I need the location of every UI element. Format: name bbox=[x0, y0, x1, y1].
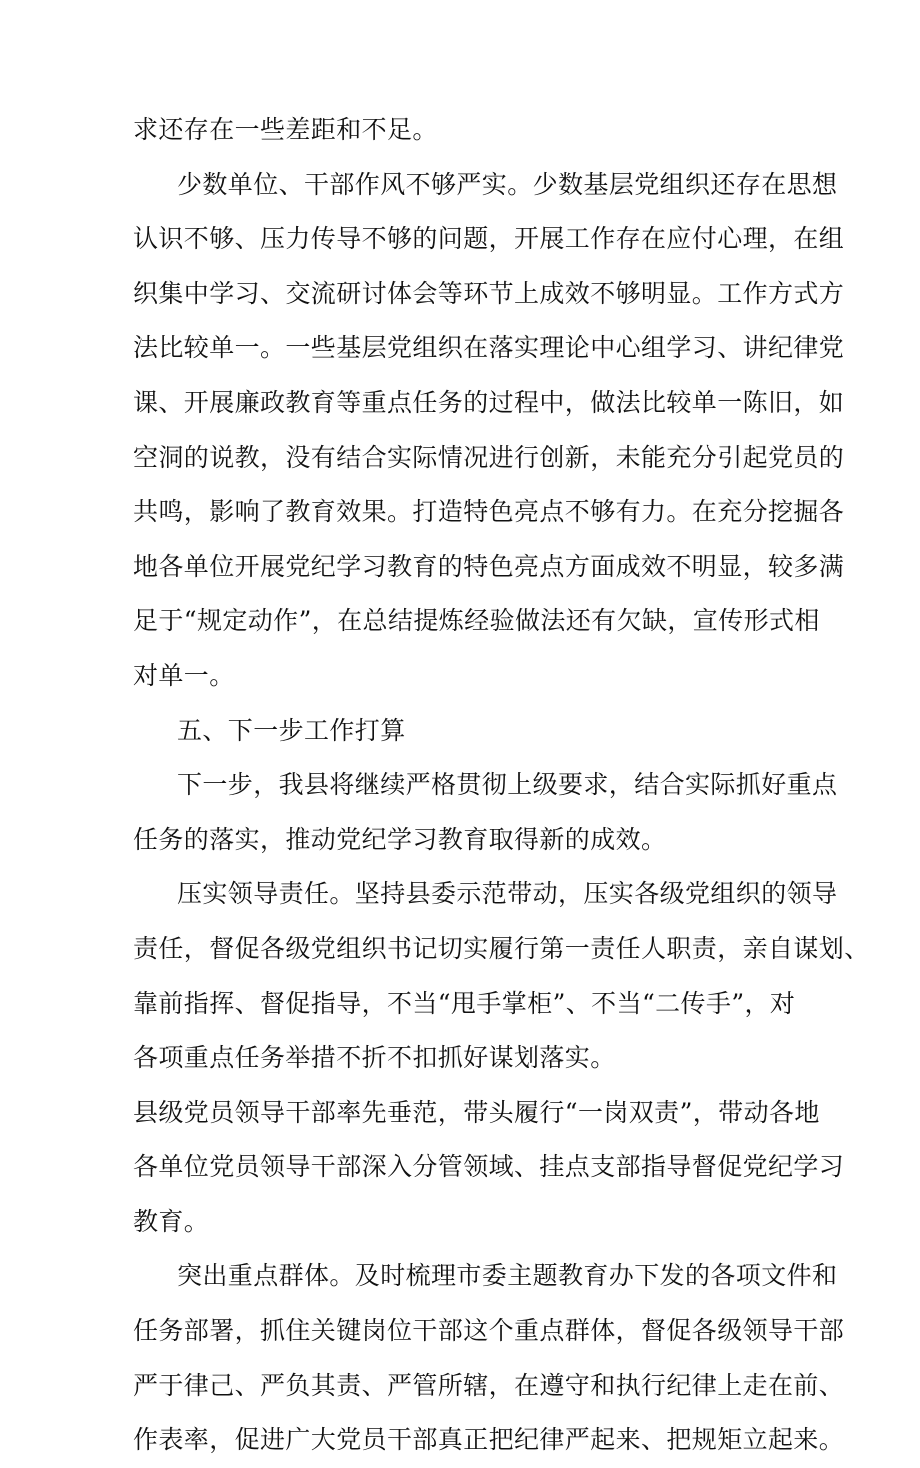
text-line: 下一步，我县将继续严格贯彻上级要求，结合实际抓好重点 bbox=[177, 770, 838, 800]
text-line: 共鸣，影响了教育效果。打造特色亮点不够有力。在充分挖掘各 bbox=[133, 497, 845, 527]
text-line: 少数单位、干部作风不够严实。少数基层党组织还存在思想 bbox=[177, 169, 838, 199]
text-line: 责任，督促各级党组织书记切实履行第一责任人职责，亲自谋划、 bbox=[133, 933, 870, 963]
text-line: 作表率，促进广大党员干部真正把纪律严起来、把规矩立起来。 bbox=[133, 1425, 845, 1455]
text-line: 对单一。 bbox=[133, 660, 235, 690]
section-heading: 五、下一步工作打算 bbox=[177, 715, 406, 745]
text-line: 求还存在一些差距和不足。 bbox=[133, 115, 438, 144]
text-line: 突出重点群体。及时梳理市委主题教育办下发的各项文件和 bbox=[177, 1261, 838, 1291]
text-line: 压实领导责任。坚持县委示范带动，压实各级党组织的领导 bbox=[177, 879, 838, 909]
text-line: 课、开展廉政教育等重点任务的过程中，做法比较单一陈旧，如 bbox=[133, 387, 845, 417]
text-line: 各项重点任务举措不折不扣抓好谋划落实。 bbox=[133, 1043, 616, 1073]
text-line: 法比较单一。一些基层党组织在落实理论中心组学习、讲纪律党 bbox=[133, 333, 845, 363]
text-line: 任务的落实，推动党纪学习教育取得新的成效。 bbox=[133, 824, 667, 854]
text-line: 严于律己、严负其责、严管所辖，在遵守和执行纪律上走在前、 bbox=[133, 1370, 845, 1400]
text-line: 各单位党员领导干部深入分管领域、挂点支部指导督促党纪学习 bbox=[133, 1152, 845, 1182]
text-line: 织集中学习、交流研讨体会等环节上成效不够明显。工作方式方 bbox=[133, 278, 845, 308]
text-line: 教育。 bbox=[133, 1206, 210, 1236]
text-line: 足于“规定动作”，在总结提炼经验做法还有欠缺，宣传形式相 bbox=[133, 606, 820, 636]
text-line: 任务部署，抓住关键岗位干部这个重点群体，督促各级领导干部 bbox=[133, 1316, 845, 1346]
text-line: 县级党员领导干部率先垂范，带头履行“一岗双责”，带动各地 bbox=[133, 1097, 820, 1127]
document-body bbox=[133, 103, 870, 1468]
text-line: 地各单位开展党纪学习教育的特色亮点方面成效不明显，较多满 bbox=[133, 551, 845, 581]
text-line: 靠前指挥、督促指导，不当“甩手掌柜”、不当“二传手”，对 bbox=[133, 988, 796, 1018]
text-line: 空洞的说教，没有结合实际情况进行创新，未能充分引起党员的 bbox=[133, 442, 845, 472]
text-line: 认识不够、压力传导不够的问题，开展工作存在应付心理，在组 bbox=[133, 224, 845, 254]
